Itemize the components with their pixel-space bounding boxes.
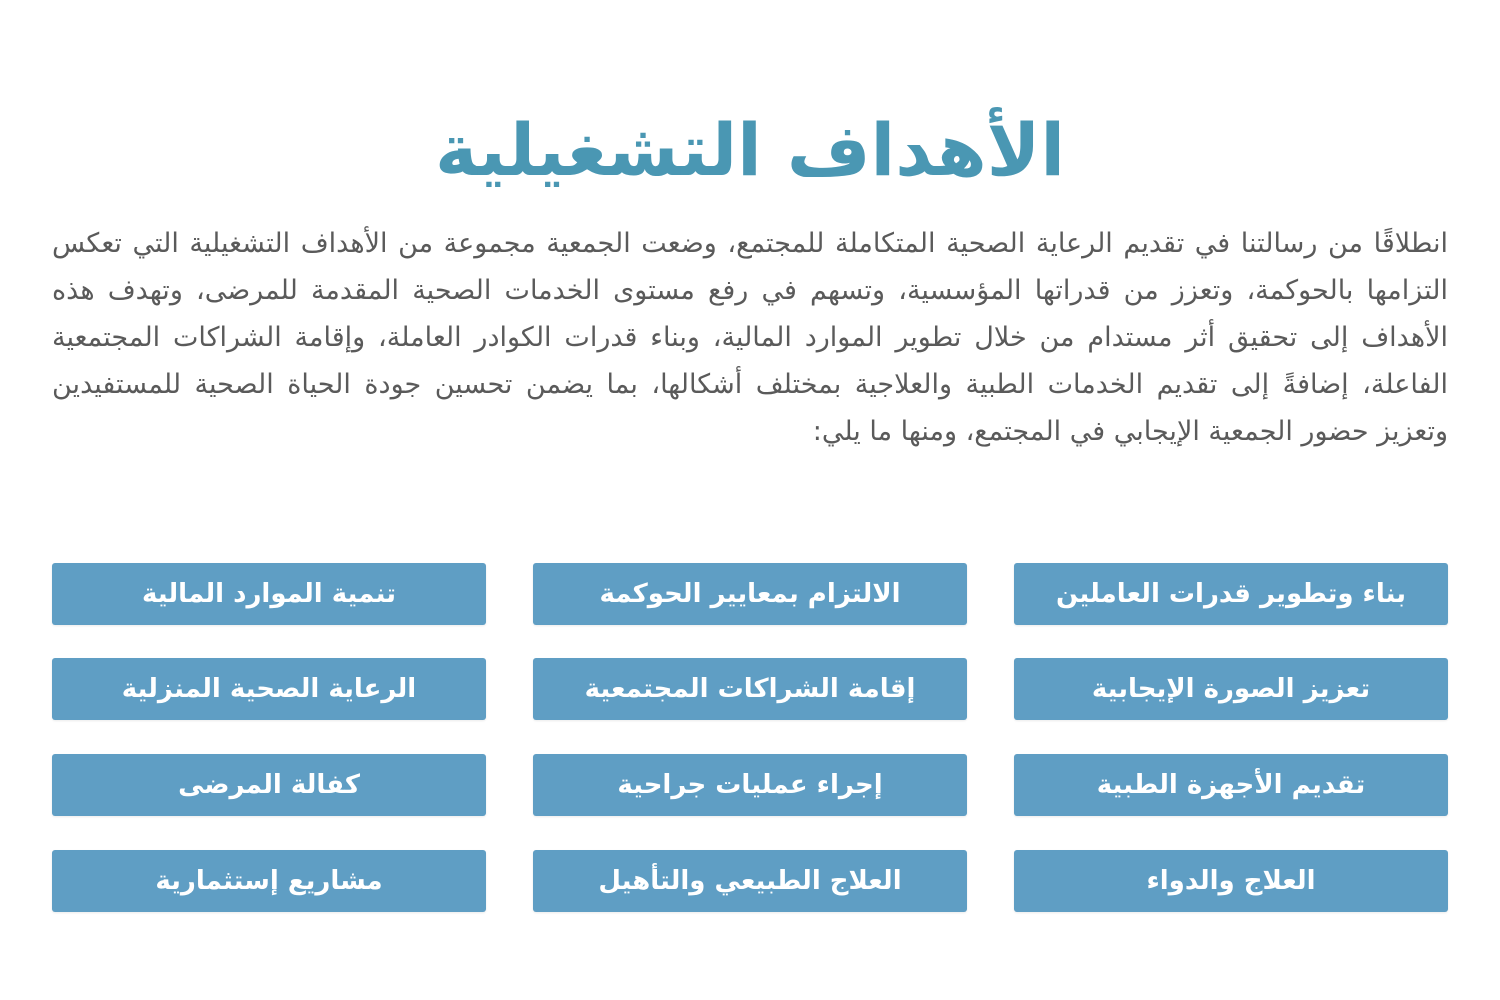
goal-label: إقامة الشراكات المجتمعية xyxy=(584,674,916,704)
goal-home-healthcare[interactable] xyxy=(52,658,486,720)
goal-label: تنمية الموارد المالية xyxy=(142,579,396,609)
intro-paragraph: انطلاقًا من رسالتنا في تقديم الرعاية الصحية المتكاملة للمجتمع، وضعت الجمعية مجموعة من الأهداف التشغيلية التي تعكس التزامها بالحوكمة، وتعزز من قدراتها المؤسسية، وتسهم في رفع مستوى الخدمات الصحية المقدمة للمرضى، وتهدف هذه الأهداف إلى تحقيق أثر مستدام من خلال تطوير الموارد المالية، وبناء قدرات الكوادر العاملة، وإقامة الشراكات المجتمعية الفاعلة، إضافةً إلى تقديم الخدمات الطبية والعلاجية بمختلف أشكالها، بما يضمن تحسين جودة الحياة الصحية للمستفيدين وتعزيز حضور الجمعية الإيجابي في المجتمع، ومنها ما يلي: xyxy=(52,228,1448,447)
goal-positive-image[interactable] xyxy=(1014,658,1448,720)
goal-label: تعزيز الصورة الإيجابية xyxy=(1091,674,1371,704)
goal-physiotherapy-rehab[interactable] xyxy=(533,850,967,912)
goal-patient-sponsorship[interactable] xyxy=(52,754,486,816)
goal-label: الالتزام بمعايير الحوكمة xyxy=(599,579,901,609)
goal-label: إجراء عمليات جراحية xyxy=(617,770,883,800)
goal-treatment-medicine[interactable] xyxy=(1014,850,1448,912)
goal-label: العلاج الطبيعي والتأهيل xyxy=(598,866,902,896)
page-title: الأهداف التشغيلية xyxy=(434,108,1066,192)
goal-label: تقديم الأجهزة الطبية xyxy=(1096,770,1366,800)
goal-community-partnerships[interactable] xyxy=(533,658,967,720)
goal-financial-resources[interactable] xyxy=(52,563,486,625)
goal-label: بناء وتطوير قدرات العاملين xyxy=(1056,579,1406,609)
goal-label: العلاج والدواء xyxy=(1146,866,1316,896)
goal-build-staff-capacity[interactable] xyxy=(1014,563,1448,625)
goal-label: مشاريع إستثمارية xyxy=(155,866,383,896)
goal-investment-projects[interactable] xyxy=(52,850,486,912)
goal-medical-devices[interactable] xyxy=(1014,754,1448,816)
goal-governance-commitment[interactable] xyxy=(533,563,967,625)
goal-label: كفالة المرضى xyxy=(178,770,360,800)
goal-label: الرعاية الصحية المنزلية xyxy=(121,674,417,704)
goal-surgical-operations[interactable] xyxy=(533,754,967,816)
